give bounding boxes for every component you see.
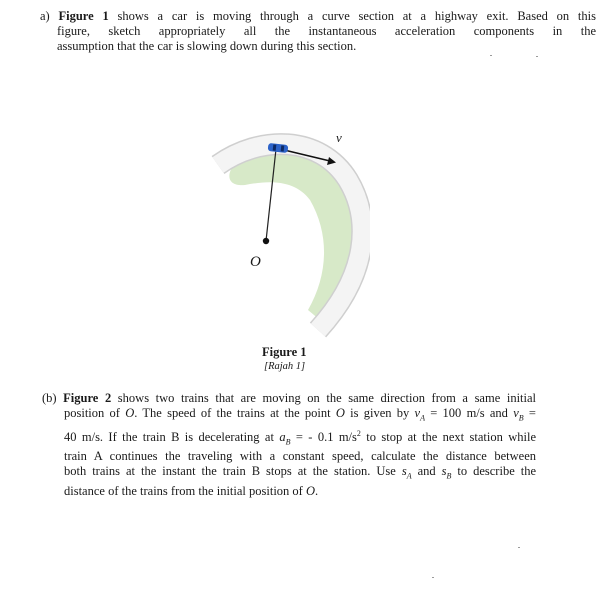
symbol-s: s	[401, 464, 407, 479]
question-a-line-2: figure, sketch appropriately all the instantaneous acceleration components in the	[57, 24, 596, 38]
symbol-o: O	[305, 483, 315, 498]
text-fragment: = 100 m/s and	[424, 406, 514, 420]
center-point-o	[263, 238, 269, 244]
symbol-v: v	[414, 406, 421, 420]
question-b-line-5	[42, 464, 536, 484]
question-a	[40, 9, 596, 54]
figure-2-reference: Figure 2	[63, 391, 112, 405]
subscript-b: B	[446, 471, 452, 481]
figure-1-caption: Figure 1	[262, 345, 307, 359]
subscript-a: A	[420, 413, 425, 423]
question-a-label: a)	[40, 9, 50, 23]
center-label: O	[250, 254, 261, 270]
symbol-o: O	[335, 406, 345, 420]
figure-1-subcaption: [Rajah 1]	[264, 361, 306, 372]
text-fragment: to describe the	[451, 464, 537, 479]
curve-diagram	[200, 125, 370, 340]
subscript-b: B	[518, 413, 524, 423]
superscript-2: 2	[356, 428, 361, 438]
question-b-label: (b)	[42, 391, 57, 405]
figure-1-diagram	[200, 125, 370, 340]
question-b-line-3	[42, 426, 536, 450]
text-fragment: = - 0.1 m/s	[290, 429, 357, 444]
question-b-line-6	[42, 484, 536, 499]
symbol-v: v	[513, 406, 519, 420]
symbol-a: a	[279, 429, 286, 444]
text-fragment: .	[315, 483, 319, 498]
question-b-line-1	[42, 391, 536, 406]
velocity-label: v	[336, 130, 342, 145]
question-a-line-3: assumption that the car is slowing down during this section.	[57, 39, 357, 53]
scan-speck	[432, 577, 434, 578]
question-b-line-2	[42, 406, 536, 426]
subscript-b: B	[285, 437, 291, 447]
text-fragment: distance of the trains from the initial position of	[64, 483, 306, 498]
figure-1-reference: Figure 1	[58, 9, 109, 23]
text-fragment: . The speed of the trains at the point	[134, 406, 336, 420]
scan-speck	[490, 55, 492, 56]
symbol-s: s	[441, 464, 447, 479]
text-fragment: and	[411, 464, 442, 479]
text-fragment: =	[523, 406, 536, 420]
question-b-text-1: shows two trains that are moving on the same direction from a same initial	[117, 391, 537, 405]
scan-speck	[518, 547, 520, 548]
text-fragment: is given by	[344, 406, 415, 420]
text-fragment: 40 m/s. If the train B is decelerating at	[64, 429, 280, 444]
symbol-o: O	[125, 406, 135, 420]
subscript-a: A	[406, 471, 412, 481]
question-b	[42, 391, 536, 499]
text-fragment: position of	[64, 406, 126, 420]
question-a-text-1: shows a car is moving through a curve section at a highway exit. Based on this	[117, 9, 596, 23]
scan-speck	[536, 56, 538, 57]
text-fragment: to stop at the next station while	[360, 429, 536, 444]
text-fragment: both trains at the instant the train B stops at the station. Use	[64, 464, 402, 479]
question-a-line-1	[40, 9, 596, 24]
question-b-line-4: train A continues the traveling with a constant speed, calculate the distance between	[64, 449, 536, 464]
